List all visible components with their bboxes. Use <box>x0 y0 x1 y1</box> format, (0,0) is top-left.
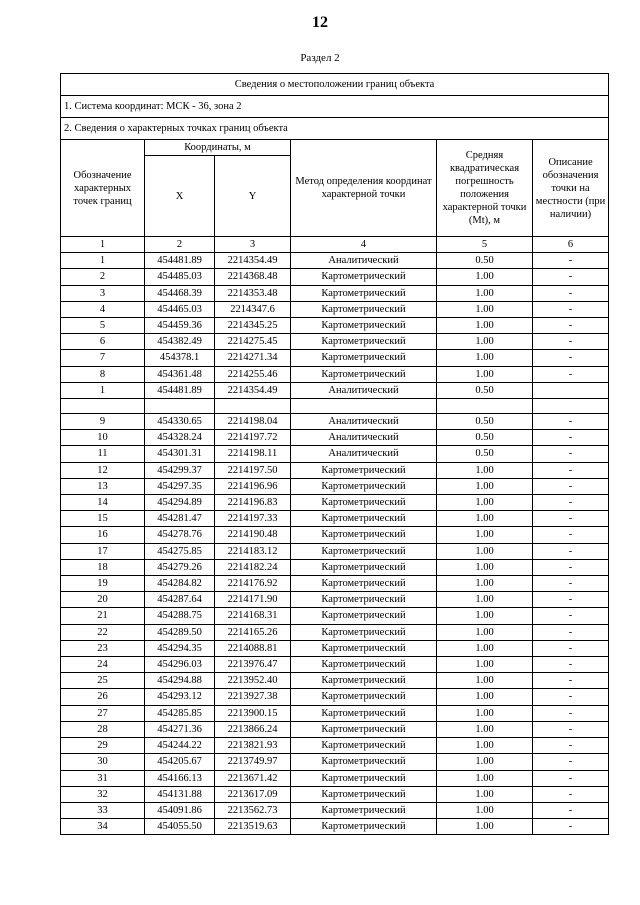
coord-x-cell: 454361.48 <box>145 366 215 382</box>
coord-x-cell: 454378.1 <box>145 350 215 366</box>
empty-cell <box>291 399 437 414</box>
point-number-cell: 22 <box>61 624 145 640</box>
table-row <box>61 657 609 673</box>
point-number-cell: 8 <box>61 366 145 382</box>
column-number: 6 <box>533 237 609 253</box>
method-cell: Аналитический <box>291 430 437 446</box>
coord-y-cell: 2213866.24 <box>215 721 291 737</box>
point-number-cell: 28 <box>61 721 145 737</box>
method-cell: Картометрический <box>291 366 437 382</box>
method-cell: Картометрический <box>291 657 437 673</box>
point-number-cell: 12 <box>61 462 145 478</box>
method-cell: Аналитический <box>291 446 437 462</box>
coord-x-cell: 454485.03 <box>145 269 215 285</box>
point-number-cell: 15 <box>61 511 145 527</box>
table-row <box>61 495 609 511</box>
description-cell: - <box>533 624 609 640</box>
error-cell: 1.00 <box>437 754 533 770</box>
error-cell: 1.00 <box>437 673 533 689</box>
header-coordinates: Координаты, м <box>145 140 291 156</box>
coord-y-cell: 2214255.46 <box>215 366 291 382</box>
coord-x-cell: 454297.35 <box>145 478 215 494</box>
table-row <box>61 624 609 640</box>
coord-y-cell: 2214271.34 <box>215 350 291 366</box>
error-cell: 1.00 <box>437 495 533 511</box>
description-cell: - <box>533 721 609 737</box>
coord-x-cell: 454296.03 <box>145 657 215 673</box>
description-cell: - <box>533 689 609 705</box>
description-cell: - <box>533 738 609 754</box>
header-x: X <box>145 156 215 237</box>
error-cell: 1.00 <box>437 350 533 366</box>
point-number-cell: 30 <box>61 754 145 770</box>
description-cell: - <box>533 430 609 446</box>
description-cell: - <box>533 640 609 656</box>
coord-system-row <box>61 96 609 118</box>
coord-x-cell: 454205.67 <box>145 754 215 770</box>
coord-y-cell: 2213749.97 <box>215 754 291 770</box>
error-cell: 0.50 <box>437 414 533 430</box>
method-cell: Аналитический <box>291 253 437 269</box>
error-cell: 1.00 <box>437 527 533 543</box>
error-cell: 1.00 <box>437 576 533 592</box>
table-row <box>61 721 609 737</box>
coord-y-cell: 2213617.09 <box>215 786 291 802</box>
header-method: Метод определения координат характерной точки <box>291 140 437 237</box>
coord-y-cell: 2214182.24 <box>215 559 291 575</box>
table-title-row <box>61 74 609 96</box>
method-cell: Аналитический <box>291 414 437 430</box>
coord-x-cell: 454055.50 <box>145 819 215 835</box>
coord-x-cell: 454299.37 <box>145 462 215 478</box>
coord-y-cell: 2214088.81 <box>215 640 291 656</box>
point-number-cell: 23 <box>61 640 145 656</box>
table-row <box>61 592 609 608</box>
coord-x-cell: 454288.75 <box>145 608 215 624</box>
header-y: Y <box>215 156 291 237</box>
table-row <box>61 318 609 334</box>
method-cell: Картометрический <box>291 640 437 656</box>
method-cell: Картометрический <box>291 819 437 835</box>
description-cell: - <box>533 770 609 786</box>
method-cell: Картометрический <box>291 608 437 624</box>
method-cell: Картометрический <box>291 527 437 543</box>
coord-y-cell: 2213519.63 <box>215 819 291 835</box>
header-error: Средняя квадратическая погрешность положения характерной точки (Mt), м <box>437 140 533 237</box>
coord-x-cell: 454293.12 <box>145 689 215 705</box>
point-number-cell: 2 <box>61 269 145 285</box>
error-cell: 1.00 <box>437 689 533 705</box>
coord-y-cell: 2214176.92 <box>215 576 291 592</box>
coord-x-cell: 454285.85 <box>145 705 215 721</box>
description-cell: - <box>533 301 609 317</box>
description-cell: - <box>533 559 609 575</box>
empty-cell <box>533 399 609 414</box>
table-row <box>61 705 609 721</box>
point-number-cell: 26 <box>61 689 145 705</box>
group-separator-row <box>61 399 609 414</box>
method-cell: Картометрический <box>291 802 437 818</box>
method-cell: Картометрический <box>291 559 437 575</box>
description-cell: - <box>533 462 609 478</box>
table-row <box>61 576 609 592</box>
table-row <box>61 543 609 559</box>
error-cell: 1.00 <box>437 738 533 754</box>
table-row <box>61 608 609 624</box>
table-row <box>61 253 609 269</box>
method-cell: Картометрический <box>291 269 437 285</box>
coord-y-cell: 2214368.48 <box>215 269 291 285</box>
description-cell: - <box>533 543 609 559</box>
description-cell: - <box>533 673 609 689</box>
error-cell: 1.00 <box>437 770 533 786</box>
coord-x-cell: 454382.49 <box>145 334 215 350</box>
coord-x-cell: 454289.50 <box>145 624 215 640</box>
point-number-cell: 11 <box>61 446 145 462</box>
error-cell: 1.00 <box>437 318 533 334</box>
point-number-cell: 20 <box>61 592 145 608</box>
point-number-cell: 24 <box>61 657 145 673</box>
description-cell: - <box>533 576 609 592</box>
coord-x-cell: 454481.89 <box>145 382 215 398</box>
point-number-cell: 9 <box>61 414 145 430</box>
description-cell: - <box>533 819 609 835</box>
column-number-row <box>61 237 609 253</box>
coord-y-cell: 2213671.42 <box>215 770 291 786</box>
page-number: 12 <box>312 14 328 31</box>
point-number-cell: 7 <box>61 350 145 366</box>
description-cell: - <box>533 802 609 818</box>
method-cell: Картометрический <box>291 770 437 786</box>
table-row <box>61 350 609 366</box>
header-point-label: Обозначение характерных точек границ <box>61 140 145 237</box>
method-cell: Аналитический <box>291 382 437 398</box>
error-cell: 1.00 <box>437 640 533 656</box>
coord-x-cell: 454328.24 <box>145 430 215 446</box>
description-cell: - <box>533 269 609 285</box>
boundary-points-table <box>60 73 609 835</box>
point-number-cell: 19 <box>61 576 145 592</box>
coord-y-cell: 2214196.83 <box>215 495 291 511</box>
point-number-cell: 6 <box>61 334 145 350</box>
description-cell: - <box>533 705 609 721</box>
table-row <box>61 819 609 835</box>
method-cell: Картометрический <box>291 511 437 527</box>
error-cell: 1.00 <box>437 705 533 721</box>
coord-x-cell: 454271.36 <box>145 721 215 737</box>
coord-y-cell: 2214345.25 <box>215 318 291 334</box>
table-row <box>61 446 609 462</box>
description-cell: - <box>533 446 609 462</box>
table-row <box>61 640 609 656</box>
error-cell: 1.00 <box>437 285 533 301</box>
coord-y-cell: 2214171.90 <box>215 592 291 608</box>
error-cell: 1.00 <box>437 624 533 640</box>
column-number: 1 <box>61 237 145 253</box>
coord-y-cell: 2214347.6 <box>215 301 291 317</box>
coord-x-cell: 454091.86 <box>145 802 215 818</box>
table-row <box>61 802 609 818</box>
method-cell: Картометрический <box>291 624 437 640</box>
point-number-cell: 25 <box>61 673 145 689</box>
coord-y-cell: 2214354.49 <box>215 253 291 269</box>
point-number-cell: 32 <box>61 786 145 802</box>
coord-y-cell: 2214168.31 <box>215 608 291 624</box>
description-cell: - <box>533 253 609 269</box>
method-cell: Картометрический <box>291 318 437 334</box>
points-caption: 2. Сведения о характерных точках границ объекта <box>61 118 609 140</box>
coord-x-cell: 454131.88 <box>145 786 215 802</box>
error-cell: 1.00 <box>437 559 533 575</box>
coord-x-cell: 454279.26 <box>145 559 215 575</box>
points-caption-row <box>61 118 609 140</box>
method-cell: Картометрический <box>291 478 437 494</box>
method-cell: Картометрический <box>291 721 437 737</box>
point-number-cell: 4 <box>61 301 145 317</box>
table-row <box>61 754 609 770</box>
coord-x-cell: 454166.13 <box>145 770 215 786</box>
coord-y-cell: 2214354.49 <box>215 382 291 398</box>
table-row <box>61 285 609 301</box>
method-cell: Картометрический <box>291 301 437 317</box>
description-cell: - <box>533 511 609 527</box>
method-cell: Картометрический <box>291 754 437 770</box>
point-number-cell: 31 <box>61 770 145 786</box>
point-number-cell: 13 <box>61 478 145 494</box>
coord-y-cell: 2214197.33 <box>215 511 291 527</box>
column-number: 3 <box>215 237 291 253</box>
error-cell: 1.00 <box>437 819 533 835</box>
method-cell: Картометрический <box>291 462 437 478</box>
method-cell: Картометрический <box>291 592 437 608</box>
coord-system: 1. Система координат: МСК - 36, зона 2 <box>61 96 609 118</box>
description-cell: - <box>533 657 609 673</box>
method-cell: Картометрический <box>291 334 437 350</box>
table-row <box>61 301 609 317</box>
coord-x-cell: 454287.64 <box>145 592 215 608</box>
coord-x-cell: 454459.36 <box>145 318 215 334</box>
coord-y-cell: 2214183.12 <box>215 543 291 559</box>
description-cell: - <box>533 527 609 543</box>
point-number-cell: 18 <box>61 559 145 575</box>
error-cell: 1.00 <box>437 721 533 737</box>
table-row <box>61 673 609 689</box>
table-row <box>61 786 609 802</box>
coord-x-cell: 454278.76 <box>145 527 215 543</box>
coord-x-cell: 454294.35 <box>145 640 215 656</box>
coord-x-cell: 454330.65 <box>145 414 215 430</box>
error-cell: 1.00 <box>437 366 533 382</box>
table-row <box>61 527 609 543</box>
error-cell: 1.00 <box>437 802 533 818</box>
table-title: Сведения о местоположении границ объекта <box>61 74 609 96</box>
method-cell: Картометрический <box>291 673 437 689</box>
point-number-cell: 33 <box>61 802 145 818</box>
table-row <box>61 770 609 786</box>
method-cell: Картометрический <box>291 786 437 802</box>
coord-y-cell: 2213927.38 <box>215 689 291 705</box>
description-cell: - <box>533 366 609 382</box>
method-cell: Картометрический <box>291 705 437 721</box>
point-number-cell: 1 <box>61 382 145 398</box>
coord-x-cell: 454284.82 <box>145 576 215 592</box>
error-cell: 1.00 <box>437 462 533 478</box>
coord-x-cell: 454301.31 <box>145 446 215 462</box>
error-cell: 1.00 <box>437 592 533 608</box>
error-cell: 1.00 <box>437 608 533 624</box>
column-number: 4 <box>291 237 437 253</box>
description-cell: - <box>533 478 609 494</box>
coord-y-cell: 2213821.93 <box>215 738 291 754</box>
description-cell: - <box>533 334 609 350</box>
table-row <box>61 478 609 494</box>
point-number-cell: 1 <box>61 253 145 269</box>
coord-y-cell: 2214197.50 <box>215 462 291 478</box>
coord-y-cell: 2214275.45 <box>215 334 291 350</box>
point-number-cell: 5 <box>61 318 145 334</box>
header-description: Описание обозначения точки на местности (при наличии) <box>533 140 609 237</box>
table-row <box>61 269 609 285</box>
error-cell: 1.00 <box>437 334 533 350</box>
error-cell: 1.00 <box>437 478 533 494</box>
description-cell: - <box>533 414 609 430</box>
description-cell <box>533 382 609 398</box>
point-number-cell: 14 <box>61 495 145 511</box>
point-number-cell: 27 <box>61 705 145 721</box>
description-cell: - <box>533 592 609 608</box>
empty-cell <box>437 399 533 414</box>
method-cell: Картометрический <box>291 495 437 511</box>
description-cell: - <box>533 318 609 334</box>
method-cell: Картометрический <box>291 738 437 754</box>
section-label: Раздел 2 <box>300 52 340 64</box>
coord-y-cell: 2214198.04 <box>215 414 291 430</box>
table-row <box>61 334 609 350</box>
table-row <box>61 559 609 575</box>
coord-x-cell: 454294.88 <box>145 673 215 689</box>
error-cell: 1.00 <box>437 511 533 527</box>
coord-y-cell: 2213976.47 <box>215 657 291 673</box>
error-cell: 0.50 <box>437 382 533 398</box>
table-row <box>61 430 609 446</box>
coord-y-cell: 2214198.11 <box>215 446 291 462</box>
point-number-cell: 17 <box>61 543 145 559</box>
coord-x-cell: 454244.22 <box>145 738 215 754</box>
description-cell: - <box>533 350 609 366</box>
description-cell: - <box>533 495 609 511</box>
table-row <box>61 511 609 527</box>
table-row <box>61 414 609 430</box>
coord-y-cell: 2214165.26 <box>215 624 291 640</box>
coord-y-cell: 2213900.15 <box>215 705 291 721</box>
table-row <box>61 689 609 705</box>
method-cell: Картометрический <box>291 543 437 559</box>
empty-cell <box>215 399 291 414</box>
error-cell: 0.50 <box>437 253 533 269</box>
coord-y-cell: 2214196.96 <box>215 478 291 494</box>
table-row <box>61 738 609 754</box>
error-cell: 1.00 <box>437 301 533 317</box>
header-row <box>61 140 609 156</box>
coord-y-cell: 2213562.73 <box>215 802 291 818</box>
coord-y-cell: 2213952.40 <box>215 673 291 689</box>
description-cell: - <box>533 285 609 301</box>
coord-x-cell: 454275.85 <box>145 543 215 559</box>
method-cell: Картометрический <box>291 285 437 301</box>
coord-x-cell: 454481.89 <box>145 253 215 269</box>
column-number: 2 <box>145 237 215 253</box>
method-cell: Картометрический <box>291 350 437 366</box>
coord-x-cell: 454468.39 <box>145 285 215 301</box>
description-cell: - <box>533 786 609 802</box>
point-number-cell: 34 <box>61 819 145 835</box>
method-cell: Картометрический <box>291 689 437 705</box>
point-number-cell: 21 <box>61 608 145 624</box>
table-row <box>61 366 609 382</box>
coord-x-cell: 454465.03 <box>145 301 215 317</box>
error-cell: 1.00 <box>437 657 533 673</box>
error-cell: 0.50 <box>437 446 533 462</box>
coord-x-cell: 454294.89 <box>145 495 215 511</box>
table-row <box>61 382 609 398</box>
column-number: 5 <box>437 237 533 253</box>
empty-cell <box>145 399 215 414</box>
point-number-cell: 3 <box>61 285 145 301</box>
coord-y-cell: 2214197.72 <box>215 430 291 446</box>
empty-cell <box>61 399 145 414</box>
point-number-cell: 29 <box>61 738 145 754</box>
error-cell: 1.00 <box>437 269 533 285</box>
error-cell: 1.00 <box>437 786 533 802</box>
coord-y-cell: 2214353.48 <box>215 285 291 301</box>
description-cell: - <box>533 608 609 624</box>
description-cell: - <box>533 754 609 770</box>
error-cell: 0.50 <box>437 430 533 446</box>
method-cell: Картометрический <box>291 576 437 592</box>
point-number-cell: 16 <box>61 527 145 543</box>
coord-x-cell: 454281.47 <box>145 511 215 527</box>
table-row <box>61 462 609 478</box>
coord-y-cell: 2214190.48 <box>215 527 291 543</box>
error-cell: 1.00 <box>437 543 533 559</box>
point-number-cell: 10 <box>61 430 145 446</box>
